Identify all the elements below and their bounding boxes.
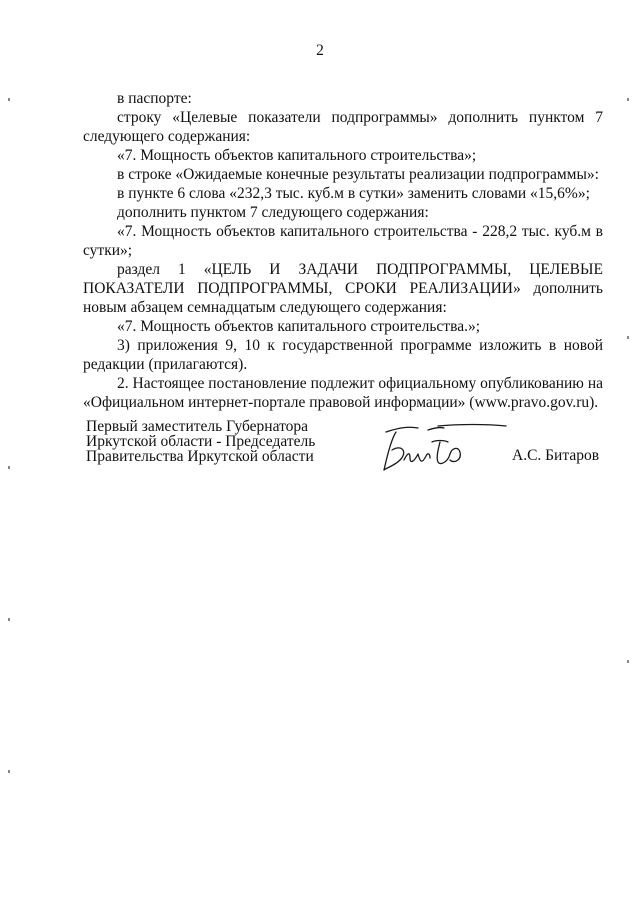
scan-margin-mark xyxy=(8,98,10,101)
scan-margin-mark xyxy=(627,660,629,663)
paragraph: в паспорте: xyxy=(117,90,192,107)
signatory-name: А.С. Битаров xyxy=(512,447,600,464)
paragraph: в пункте 6 слова «232,3 тыс. куб.м в сутки» заменить словами «15,6%»; xyxy=(117,185,590,202)
document-body xyxy=(83,89,603,412)
scan-margin-mark xyxy=(627,98,629,101)
signatory-title xyxy=(86,419,315,464)
scan-margin-mark xyxy=(627,336,629,339)
paragraph: дополнить пунктом 7 следующего содержания: xyxy=(117,204,429,221)
paragraph: 2. Настоящее постановление подлежит официальному опубликованию на «Официальном интернет-портале правовой информации» (www.pravo.gov.ru). xyxy=(83,375,603,411)
paragraph: «7. Мощность объектов капитального строительства.»; xyxy=(117,318,481,335)
scan-margin-mark xyxy=(8,466,10,469)
paragraph: раздел 1 «ЦЕЛЬ И ЗАДАЧИ ПОДПРОГРАММЫ, ЦЕЛЕВЫЕ ПОКАЗАТЕЛИ ПОДПРОГРАММЫ, СРОКИ РЕАЛИЗАЦИИ» дополнить новым абзацем семнадцатым следующего содержания: xyxy=(83,261,603,316)
handwritten-signature xyxy=(378,418,508,480)
signatory-title-line: Первый заместитель Губернатора xyxy=(86,418,309,435)
paragraph: строку «Целевые показатели подпрограммы» дополнить пунктом 7 следующего содержания: xyxy=(83,109,603,145)
paragraph: «7. Мощность объектов капитального строительства»; xyxy=(117,147,477,164)
signatory-title-line: Правительства Иркутской области xyxy=(86,448,314,465)
scan-margin-mark xyxy=(8,770,10,773)
scan-margin-mark xyxy=(8,618,10,621)
page-number: 2 xyxy=(316,42,324,59)
signatory-title-line: Иркутской области - Председатель xyxy=(86,433,316,450)
paragraph: в строке «Ожидаемые конечные результаты реализации подпрограммы»: xyxy=(117,166,599,183)
paragraph: «7. Мощность объектов капитального строительства - 228,2 тыс. куб.м в сутки»; xyxy=(83,223,603,259)
paragraph: 3) приложения 9, 10 к государственной программе изложить в новой редакции (прилагаются). xyxy=(83,337,603,373)
